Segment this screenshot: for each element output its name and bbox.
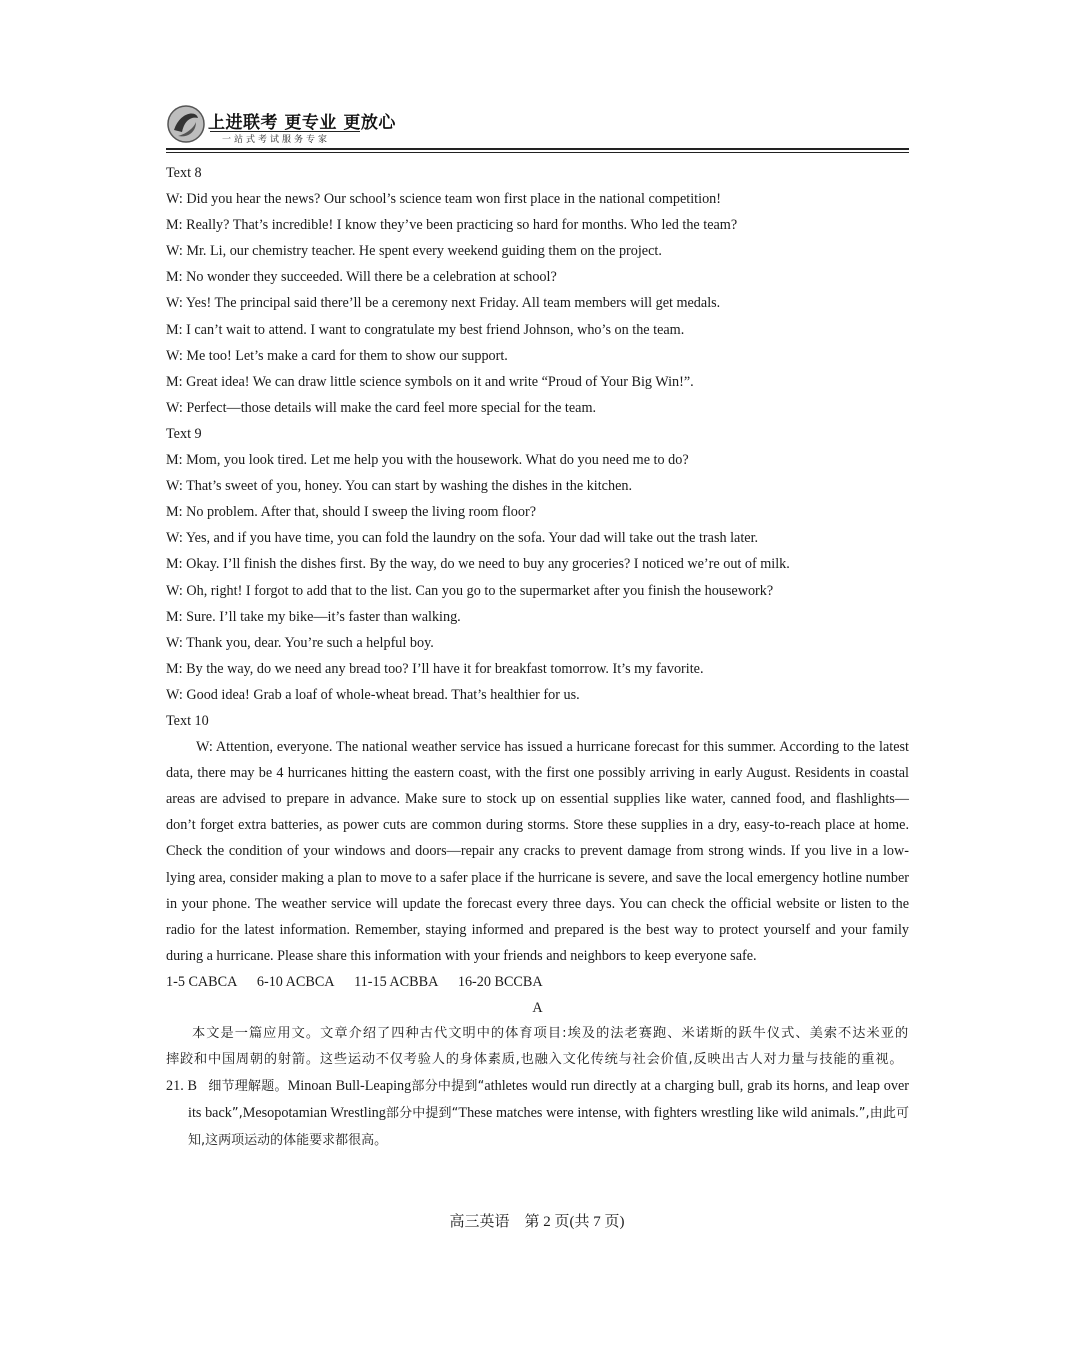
dialogue-line: W: Me too! Let’s make a card for them to show our support.: [166, 347, 508, 364]
dialogue-line: W: Perfect—those details will make the card feel more special for the team.: [166, 399, 597, 416]
dialogue-line: W: Thank you, dear. You’re such a helpful boy.: [166, 634, 434, 651]
text9-heading: Text 9: [166, 425, 202, 442]
q21-part1: Minoan Bull-Leaping: [287, 1078, 412, 1095]
answer-group: 11-15 ACBBA: [354, 973, 439, 990]
q21-conclusion: ”,由此可知,这两项运动的体能要求都很高。: [188, 1106, 909, 1149]
q21-part5: Mesopotamian Wrestling: [242, 1105, 386, 1122]
section-a-summary: 本文是一篇应用文。文章介绍了四种古代文明中的体育项目:埃及的法老赛跑、米诺斯的跃牛仪式、美索不达米亚的摔跤和中国周朝的射箭。这些运动不仅考验人的身体素质,也融入文化传统与社会价值,反映出古人对力量与技能的重视。: [166, 1026, 909, 1068]
dialogue-line: W: Did you hear the news? Our school’s science team won first place in the national competition!: [166, 191, 721, 208]
dialogue-line: W: Yes, and if you have time, you can fold the laundry on the sofa. Your dad will take out the trash later.: [166, 530, 759, 547]
q21-part4: ”,: [231, 1106, 243, 1122]
logo-icon: [166, 104, 206, 144]
header-slogan: 上进联考 更专业 更放心: [208, 113, 396, 133]
q21-type: 细节理解题。: [208, 1079, 288, 1095]
section-a-title: A: [532, 1000, 543, 1016]
header-rule-thin: [166, 152, 909, 153]
dialogue-line: M: I can’t wait to attend. I want to congratulate my best friend Johnson, who’s on the team.: [166, 321, 685, 338]
q21-part6: 部分中提到“: [385, 1106, 459, 1122]
dialogue-line: M: Great idea! We can draw little science symbols on it and write “Proud of Your Big Win!”.: [166, 373, 694, 390]
answer-group: 1-5 CABCA: [166, 973, 238, 990]
q21-quote1: athletes would run directly at a charging bull, grab its horns, and leap over its back: [188, 1078, 910, 1122]
dialogue-line: M: No problem. After that, should I sweep the living room floor?: [166, 504, 536, 521]
question-21-explanation: [166, 1073, 909, 1154]
answer-key: [166, 969, 909, 995]
dialogue-line: M: Sure. I’ll take my bike—it’s faster than walking.: [166, 608, 461, 625]
dialogue-line: W: Good idea! Grab a loaf of whole-wheat bread. That’s healthier for us.: [166, 686, 580, 703]
q21-part2: 部分中提到“: [411, 1079, 485, 1095]
dialogue-line: W: Yes! The principal said there’ll be a ceremony next Friday. All team members will get medals.: [166, 295, 721, 312]
dialogue-line: W: That’s sweet of you, honey. You can start by washing the dishes in the kitchen.: [166, 478, 633, 495]
page-header: [166, 104, 910, 152]
answer-group: 16-20 BCCBA: [457, 973, 543, 990]
text10-paragraph: W: Attention, everyone. The national weather service has issued a hurricane forecast for this summer. According to the latest data, there may be 4 hurricanes hitting the eastern coast, with the first one possibly arriving in early August. Residents in coastal areas are advised to prepare in advance. Make sure to stock up on essential supplies like water, canned food, and flashlights—don’t forget extra batteries, as power cuts are common during storms. Store these supplies in a dry, easy-to-reach place at home. Check the condition of your windows and doors—repair any cracks to prevent damage from strong winds. If you live in a low-lying area, consider making a plan to move to a safer place if the hurricane is severe, and save the local emergency hotline number in your phone. The weather service will update the forecast every three days. You can check the official website or listen to the radio for the latest information. Remember, staying informed and prepared is the best way to protect yourself and your family during a hurricane. Please share this information with your friends and neighbors to keep everyone safe.: [166, 739, 909, 964]
header-rule-thick: [166, 148, 909, 150]
page-footer: 高三英语 第 2 页(共 7 页): [449, 1214, 625, 1230]
dialogue-line: M: Mom, you look tired. Let me help you with the housework. What do you need me to do?: [166, 452, 689, 469]
dialogue-line: M: No wonder they succeeded. Will there be a celebration at school?: [166, 269, 557, 286]
q21-number: 21. B: [166, 1078, 197, 1095]
dialogue-line: W: Oh, right! I forgot to add that to the list. Can you go to the supermarket after you finish the housework?: [166, 582, 774, 599]
header-subslogan: 一站式考试服务专家: [222, 135, 331, 145]
answer-group: 6-10 ACBCA: [256, 973, 335, 990]
dialogue-line: M: By the way, do we need any bread too? I’ll have it for breakfast tomorrow. It’s my favorite.: [166, 660, 704, 677]
text10-heading: Text 10: [166, 712, 209, 729]
text8-heading: Text 8: [166, 165, 202, 181]
page-body: [166, 160, 909, 1155]
dialogue-line: W: Mr. Li, our chemistry teacher. He spent every weekend guiding them on the project.: [166, 243, 662, 260]
dialogue-line: M: Really? That’s incredible! I know they’ve been practicing so hard for months. Who led the team?: [166, 217, 738, 234]
q21-quote2: These matches were intense, with fighters wrestling like wild animals.: [458, 1105, 859, 1122]
dialogue-line: M: Okay. I’ll finish the dishes first. By the way, do we need to buy any groceries? I noticed we’re out of milk.: [166, 556, 790, 573]
